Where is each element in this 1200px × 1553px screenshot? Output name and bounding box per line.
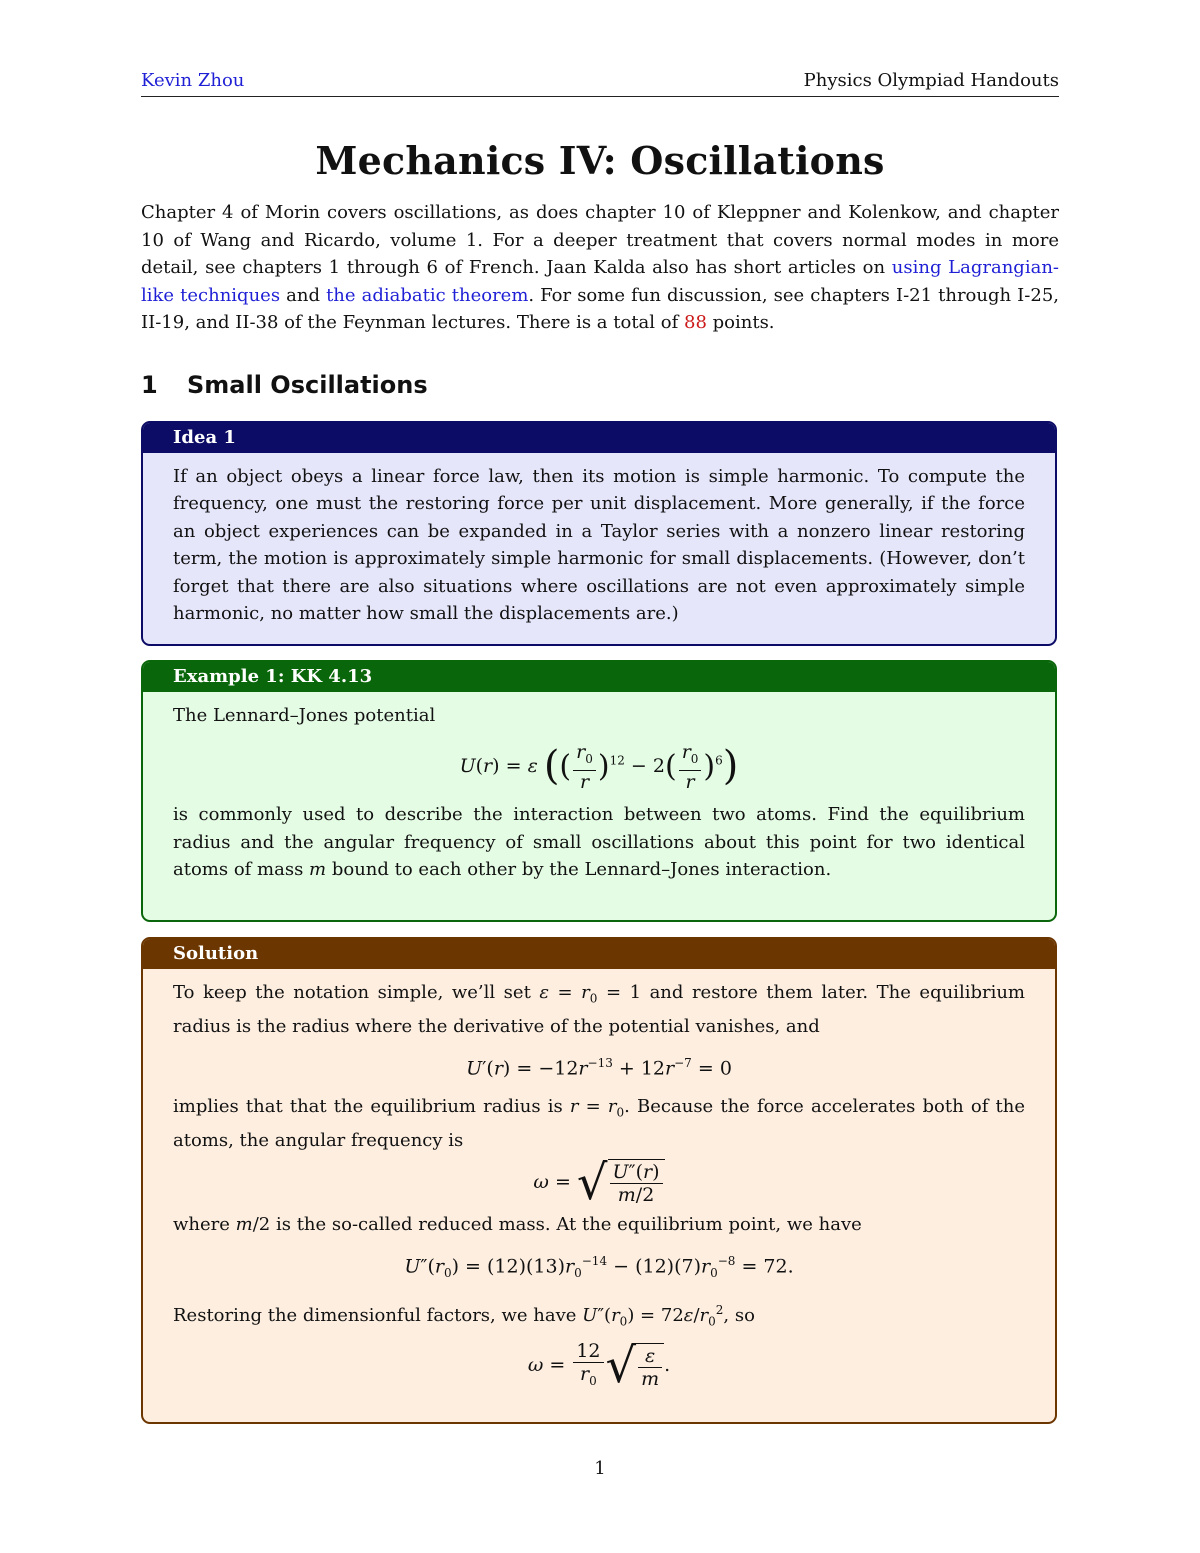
section-heading xyxy=(141,371,428,399)
header-author: Kevin Zhou xyxy=(141,70,245,91)
idea-text: If an object obeys a linear force law, then its motion is simple harmonic. To compute the frequency, one must the restoring force per unit displacement. More generally, if the force an object experiences can be expanded in a Taylor series with a nonzero linear restoring term, the motion is approximately simple harmonic for small displacements. (However, don’t forget that there are also situations where oscillations are not even approximately simple harmonic, no matter how small the displacements are.) xyxy=(173,466,1025,625)
intro-text-2: and xyxy=(280,284,327,306)
solution-text-3: where m/2 is the so-called reduced mass. At the equilibrium point, we have xyxy=(173,1213,862,1235)
intro-text-3: . For some fun discussion, see chapters I-21 through I-25, II-19, and II-38 of the Feynman lectures. There is a total of xyxy=(141,284,1059,334)
solution-text-2: implies that that the equilibrium radius is $r = r_0$. Because the force accelerates both of the atoms, the angular frequency is xyxy=(173,1096,1026,1152)
solution-text-4: Restoring the dimensionful factors, we have $U''(r_0) = 72\varepsilon/r_0^2$, so xyxy=(173,1303,755,1330)
example-label: Example 1: KK 4.13 xyxy=(143,662,1055,692)
link-lagrangian-techniques[interactable]: using Lagrangian-like techniques xyxy=(141,257,1059,306)
second-derivative-equation: $U''(r_0) = (12)(13)r_0^{-14} - (12)(7)r_0^{-8} = 72$. xyxy=(404,1253,794,1281)
example-intro: The Lennard–Jones potential xyxy=(173,705,436,726)
page-number: 1 xyxy=(594,1458,606,1479)
intro-text-4: points. xyxy=(706,312,775,334)
section-title: Small Oscillations xyxy=(187,371,428,399)
idea-box xyxy=(141,421,1057,646)
running-header xyxy=(141,70,1059,97)
link-adiabatic-theorem[interactable]: the adiabatic theorem xyxy=(326,284,529,306)
example-text: is commonly used to describe the interaction between two atoms. Find the equilibrium radius and the angular frequency of small oscillations about this point for two identical atoms of mass m bound to each other by the Lennard–Jones interaction. xyxy=(173,804,1025,881)
solution-text-1: To keep the notation simple, we’ll set $\varepsilon = r_0 = 1$ and restore them later. The equilibrium radius is the radius where the derivative of the potential vanishes, and xyxy=(173,982,1025,1037)
total-points[interactable]: 88 xyxy=(684,312,707,334)
intro-text-1: Chapter 4 of Morin covers oscillations, as does chapter 10 of Kleppner and Kolenkow, and chapter 10 of Wang and Ricardo, volume 1. For a deeper treatment that covers normal modes in more detail, see chapters 1 through 6 of French. Jaan Kalda also has short articles on xyxy=(141,202,1059,279)
lennard-jones-equation: U(r) = ε (( $\frac{r_0}{r}$ )$^{12}$ − 2( $\frac{r_0}{r}$ )$^6$) xyxy=(459,741,739,794)
omega-equation: ω = √ $\frac{U''(r)}{m/2}$ xyxy=(173,1159,1025,1207)
derivative-equation: $U'(r) = -12r^{-13} + 12r^{-7} = 0$ xyxy=(466,1056,732,1080)
document-title: Mechanics IV: Oscillations xyxy=(315,138,885,183)
final-omega-equation: ω = $\frac{12}{r_0}$ √ $\frac{\varepsilon}{m}$ . xyxy=(527,1338,671,1395)
section-number: 1 xyxy=(141,371,158,399)
solution-box xyxy=(141,937,1057,1424)
example-box xyxy=(141,660,1057,922)
idea-label: Idea 1 xyxy=(143,423,1055,453)
header-series: Physics Olympiad Handouts xyxy=(803,70,1059,91)
intro-paragraph xyxy=(141,199,1059,337)
solution-label: Solution xyxy=(143,939,1055,969)
